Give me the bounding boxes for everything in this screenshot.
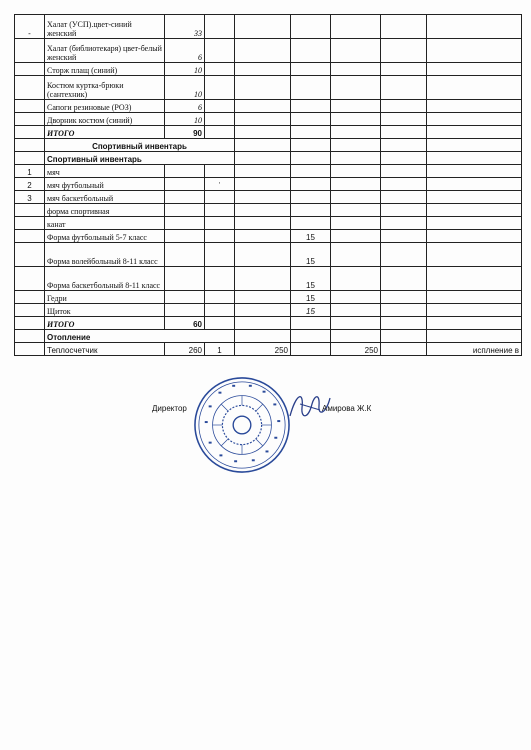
director-title: Директор [152, 404, 187, 413]
item-count [205, 191, 235, 204]
section-heading: Спортивный инвентарь [45, 139, 235, 152]
item-quantity: 10 [165, 76, 205, 100]
item-note [427, 204, 522, 217]
cell-empty [291, 139, 331, 152]
cell-empty [331, 152, 381, 165]
item-note [427, 113, 522, 126]
item-count [205, 204, 235, 217]
item-quantity [165, 191, 205, 204]
item-count [205, 304, 235, 317]
item-count [205, 291, 235, 304]
cell-empty [381, 15, 427, 39]
item-count [205, 267, 235, 291]
item-count: 1 [205, 343, 235, 356]
total-quantity: 90 [165, 126, 205, 139]
cell-empty [381, 126, 427, 139]
item-note [427, 15, 522, 39]
cell-empty [381, 243, 427, 267]
official-seal-stamp [193, 376, 291, 474]
item-name: Халат (библиотекаря) цвет-белый женский [45, 39, 165, 63]
item-quantity [165, 291, 205, 304]
item-sum [331, 204, 381, 217]
item-name: Гедри [45, 291, 165, 304]
item-note [427, 63, 522, 76]
row-number [15, 204, 45, 217]
item-count [205, 63, 235, 76]
item-quantity-2 [291, 343, 331, 356]
cell-empty [331, 317, 381, 330]
cell-empty [381, 76, 427, 100]
item-sum [331, 113, 381, 126]
item-sum [331, 15, 381, 39]
cell-empty [381, 267, 427, 291]
row-number [15, 267, 45, 291]
row-number [15, 243, 45, 267]
item-sum [331, 230, 381, 243]
table-row [15, 317, 522, 330]
item-quantity-2: 15 [291, 304, 331, 317]
table-row [15, 100, 522, 113]
item-name: Форма волейбольный 8-11 класс [45, 243, 165, 267]
item-sum [331, 39, 381, 63]
cell-empty [291, 152, 331, 165]
item-price [235, 63, 291, 76]
item-name: Дворник костюм (синий) [45, 113, 165, 126]
item-sum [331, 100, 381, 113]
item-quantity-2 [291, 178, 331, 191]
table-row [15, 217, 522, 230]
cell-empty [331, 139, 381, 152]
cell-empty [381, 291, 427, 304]
item-quantity-2 [291, 191, 331, 204]
cell-empty [427, 152, 522, 165]
row-number [15, 63, 45, 76]
cell-empty [331, 126, 381, 139]
item-price [235, 267, 291, 291]
table-row [15, 126, 522, 139]
item-sum [331, 63, 381, 76]
table-row [15, 191, 522, 204]
item-count [205, 39, 235, 63]
cell-empty [331, 330, 381, 343]
cell-empty [427, 317, 522, 330]
item-count [205, 243, 235, 267]
row-number [15, 304, 45, 317]
item-quantity: 260 [165, 343, 205, 356]
item-price [235, 76, 291, 100]
item-name: мяч баскетбольный [45, 191, 165, 204]
table-row [15, 63, 522, 76]
cell-empty [381, 100, 427, 113]
cell-empty [381, 113, 427, 126]
table-row [15, 204, 522, 217]
item-quantity [165, 267, 205, 291]
cell-empty [381, 304, 427, 317]
item-price [235, 191, 291, 204]
item-quantity-2 [291, 39, 331, 63]
cell-empty [291, 330, 331, 343]
item-note [427, 191, 522, 204]
item-sum [331, 291, 381, 304]
cell-empty [235, 152, 291, 165]
cell-empty [381, 217, 427, 230]
row-number: 1 [15, 165, 45, 178]
item-note [427, 76, 522, 100]
item-quantity-2 [291, 204, 331, 217]
item-note [427, 243, 522, 267]
budget-table-sheet [14, 14, 522, 356]
item-name: Форма баскетбольный 8-11 класс [45, 267, 165, 291]
item-quantity [165, 165, 205, 178]
cell-empty [381, 39, 427, 63]
item-quantity [165, 204, 205, 217]
item-sum [331, 191, 381, 204]
item-sum [331, 243, 381, 267]
item-count [205, 113, 235, 126]
cell-empty [291, 126, 331, 139]
item-quantity-2: 15 [291, 243, 331, 267]
table-row [15, 291, 522, 304]
cell-empty [381, 191, 427, 204]
cell-empty [15, 152, 45, 165]
row-number [15, 343, 45, 356]
item-name: Теплосчетчик [45, 343, 165, 356]
table-row [15, 330, 522, 343]
item-price [235, 165, 291, 178]
item-quantity: 10 [165, 113, 205, 126]
table-row [15, 39, 522, 63]
item-price [235, 230, 291, 243]
row-number [15, 217, 45, 230]
item-note [427, 100, 522, 113]
item-sum [331, 304, 381, 317]
item-quantity: 6 [165, 100, 205, 113]
cell-empty [381, 165, 427, 178]
total-label: ИТОГО [45, 126, 165, 139]
table-row [15, 152, 522, 165]
item-note [427, 217, 522, 230]
cell-empty [381, 152, 427, 165]
item-quantity-2 [291, 113, 331, 126]
item-quantity: 6 [165, 39, 205, 63]
item-quantity [165, 217, 205, 230]
item-quantity: 10 [165, 63, 205, 76]
cell-empty [235, 317, 291, 330]
item-sum [331, 165, 381, 178]
cell-empty [15, 317, 45, 330]
item-name: форма спортивная [45, 204, 165, 217]
item-name: канат [45, 217, 165, 230]
item-sum: 250 [331, 343, 381, 356]
total-label: ИТОГО [45, 317, 165, 330]
cell-empty [235, 330, 291, 343]
item-quantity-2 [291, 165, 331, 178]
table-row [15, 76, 522, 100]
cell-empty [427, 139, 522, 152]
item-quantity [165, 178, 205, 191]
cell-empty [15, 139, 45, 152]
item-quantity-2 [291, 15, 331, 39]
item-name: мяч футбольный [45, 178, 165, 191]
item-quantity-2 [291, 76, 331, 100]
item-note [427, 230, 522, 243]
row-number [15, 39, 45, 63]
cell-empty [427, 126, 522, 139]
item-quantity-2: 15 [291, 230, 331, 243]
item-price [235, 243, 291, 267]
cell-empty [381, 139, 427, 152]
item-note [427, 39, 522, 63]
item-name: мяч [45, 165, 165, 178]
cell-empty [291, 317, 331, 330]
row-number [15, 230, 45, 243]
inventory-table [14, 14, 522, 356]
item-sum [331, 178, 381, 191]
table-row [15, 15, 522, 39]
item-name: Халат (УСП).цвет-синий женский [45, 15, 165, 39]
cell-empty [427, 330, 522, 343]
table-row [15, 304, 522, 317]
item-count [205, 217, 235, 230]
item-price [235, 113, 291, 126]
item-sum [331, 217, 381, 230]
item-price [235, 204, 291, 217]
item-count [205, 76, 235, 100]
item-quantity-2: 15 [291, 291, 331, 304]
item-price [235, 39, 291, 63]
item-name: Щиток [45, 304, 165, 317]
table-row [15, 113, 522, 126]
cell-empty [205, 317, 235, 330]
item-quantity: 33 [165, 15, 205, 39]
table-row [15, 343, 522, 356]
table-row [15, 230, 522, 243]
cell-empty [381, 230, 427, 243]
item-name: Костюм куртка-брюки (сантехник) [45, 76, 165, 100]
cell-empty [381, 317, 427, 330]
item-quantity [165, 304, 205, 317]
item-note [427, 304, 522, 317]
cell-empty [381, 330, 427, 343]
item-note [427, 165, 522, 178]
section-heading: Отопление [45, 330, 235, 343]
item-note [427, 267, 522, 291]
item-price [235, 217, 291, 230]
item-count [205, 178, 235, 191]
item-quantity-2 [291, 217, 331, 230]
item-note: исплнение в [427, 343, 522, 356]
item-count [205, 15, 235, 39]
cell-empty [381, 204, 427, 217]
item-quantity-2: 15 [291, 267, 331, 291]
row-number [15, 113, 45, 126]
item-name: Сапоги резиновые (РОЗ) [45, 100, 165, 113]
table-row [15, 267, 522, 291]
item-name: Форма футбольный 5-7 класс [45, 230, 165, 243]
cell-empty [381, 178, 427, 191]
item-quantity [165, 243, 205, 267]
cell-empty [205, 126, 235, 139]
item-price: 250 [235, 343, 291, 356]
row-number [15, 100, 45, 113]
row-number: 2 [15, 178, 45, 191]
item-sum [331, 76, 381, 100]
table-row [15, 243, 522, 267]
row-number [15, 291, 45, 304]
stray-mark: ' [218, 181, 221, 190]
item-count [205, 100, 235, 113]
item-count [205, 230, 235, 243]
cell-empty [381, 63, 427, 76]
total-quantity: 60 [165, 317, 205, 330]
row-number: - [15, 15, 45, 39]
item-quantity [165, 230, 205, 243]
item-price [235, 304, 291, 317]
item-note [427, 178, 522, 191]
item-price [235, 15, 291, 39]
item-quantity-2 [291, 100, 331, 113]
cell-empty [235, 126, 291, 139]
item-price [235, 291, 291, 304]
item-price [235, 178, 291, 191]
row-number [15, 76, 45, 100]
table-row [15, 178, 522, 191]
inventory-table-body [15, 15, 522, 356]
item-name: Сторж плащ (синий) [45, 63, 165, 76]
item-count [205, 165, 235, 178]
item-price [235, 100, 291, 113]
item-sum [331, 267, 381, 291]
cell-empty [15, 126, 45, 139]
cell-empty [15, 330, 45, 343]
section-heading: Спортивный инвентарь [45, 152, 235, 165]
table-row [15, 139, 522, 152]
item-note [427, 291, 522, 304]
item-quantity-2 [291, 63, 331, 76]
table-row [15, 165, 522, 178]
row-number: 3 [15, 191, 45, 204]
cell-empty [381, 343, 427, 356]
cell-empty [235, 139, 291, 152]
director-name: Амирова Ж.К [322, 404, 372, 413]
